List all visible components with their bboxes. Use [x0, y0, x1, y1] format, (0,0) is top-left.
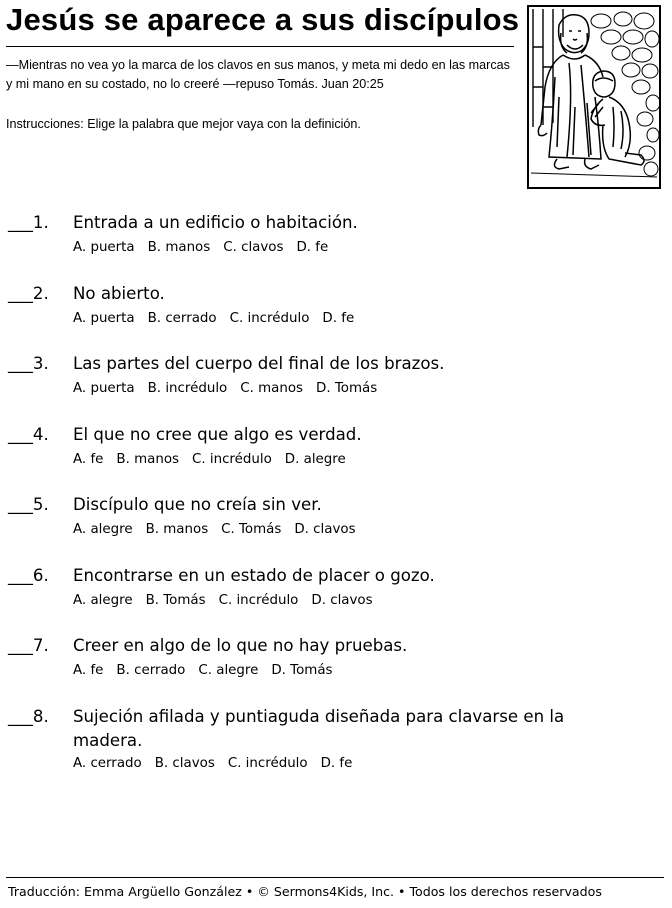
answer-options [73, 309, 633, 329]
answer-options [73, 238, 633, 258]
option-b[interactable]: B. cerrado [116, 663, 186, 678]
answer-blank[interactable]: ___5. [8, 495, 49, 514]
answer-blank[interactable]: ___1. [8, 213, 49, 232]
option-b[interactable]: B. manos [116, 452, 179, 467]
instructions-text: Instrucciones: Elige la palabra que mejor vaya con la definición. [6, 117, 361, 131]
option-c[interactable]: C. Tomás [221, 522, 282, 537]
question-definition: Creer en algo de lo que no hay pruebas. [73, 636, 408, 655]
answer-blank[interactable]: ___4. [8, 425, 49, 444]
jesus-thomas-drawing-icon [529, 7, 659, 187]
option-a[interactable]: A. cerrado [73, 756, 142, 771]
question-definition: Entrada a un edificio o habitación. [73, 213, 358, 232]
option-d[interactable]: D. clavos [294, 522, 356, 537]
option-d[interactable]: D. fe [296, 240, 329, 255]
coloring-illustration [527, 5, 661, 189]
option-c[interactable]: C. clavos [223, 240, 284, 255]
option-d[interactable]: D. fe [320, 756, 353, 771]
answer-options [73, 754, 633, 774]
question-definition: Encontrarse en un estado de placer o gozo. [73, 566, 435, 585]
question-definition: El que no cree que algo es verdad. [73, 425, 362, 444]
option-a[interactable]: A. puerta [73, 381, 135, 396]
option-d[interactable]: D. fe [322, 311, 355, 326]
title-divider [6, 46, 514, 47]
answer-options [73, 520, 633, 540]
question-definition: No abierto. [73, 284, 165, 303]
option-c[interactable]: C. incrédulo [192, 452, 272, 467]
answer-blank[interactable]: ___2. [8, 284, 49, 303]
option-b[interactable]: B. Tomás [145, 593, 206, 608]
footer-divider [6, 877, 664, 878]
option-b[interactable]: B. cerrado [147, 311, 217, 326]
option-a[interactable]: A. fe [73, 663, 104, 678]
answer-options [73, 591, 633, 611]
answer-blank[interactable]: ___7. [8, 636, 49, 655]
question-definition: Las partes del cuerpo del final de los brazos. [73, 354, 445, 373]
option-a[interactable]: A. puerta [73, 311, 135, 326]
footer-credits: Traducción: Emma Argüello González • © Sermons4Kids, Inc. • Todos los derechos reservados [8, 884, 602, 899]
option-d[interactable]: D. Tomás [271, 663, 333, 678]
option-c[interactable]: C. incrédulo [229, 311, 310, 326]
option-a[interactable]: A. alegre [73, 522, 133, 537]
question-definition: Discípulo que no creía sin ver. [73, 495, 322, 514]
option-c[interactable]: C. manos [240, 381, 304, 396]
option-d[interactable]: D. clavos [311, 593, 373, 608]
option-d[interactable]: D. alegre [284, 452, 346, 467]
answer-options [73, 661, 633, 681]
option-b[interactable]: B. incrédulo [147, 381, 228, 396]
option-c[interactable]: C. alegre [198, 663, 259, 678]
option-b[interactable]: B. manos [147, 240, 211, 255]
answer-options [73, 379, 633, 399]
option-b[interactable]: B. clavos [154, 756, 215, 771]
option-c[interactable]: C. incrédulo [218, 593, 299, 608]
option-b[interactable]: B. manos [145, 522, 209, 537]
option-a[interactable]: A. fe [73, 452, 104, 467]
option-a[interactable]: A. alegre [73, 593, 133, 608]
answer-blank[interactable]: ___8. [8, 707, 49, 726]
option-c[interactable]: C. incrédulo [227, 756, 308, 771]
scripture-verse: —Mientras no vea yo la marca de los clavos en sus manos, y meta mi dedo en las marcas y mi mano en su costado, no lo creeré —repuso Tomás. Juan 20:25 [6, 58, 510, 91]
option-a[interactable]: A. puerta [73, 240, 135, 255]
answer-blank[interactable]: ___6. [8, 566, 49, 585]
answer-options [73, 450, 633, 470]
option-d[interactable]: D. Tomás [316, 381, 378, 396]
page-title: Jesús se aparece a sus discípulos [6, 2, 520, 37]
answer-blank[interactable]: ___3. [8, 354, 49, 373]
question-definition: Sujeción afilada y puntiaguda diseñada para clavarse en la madera. [73, 707, 565, 750]
